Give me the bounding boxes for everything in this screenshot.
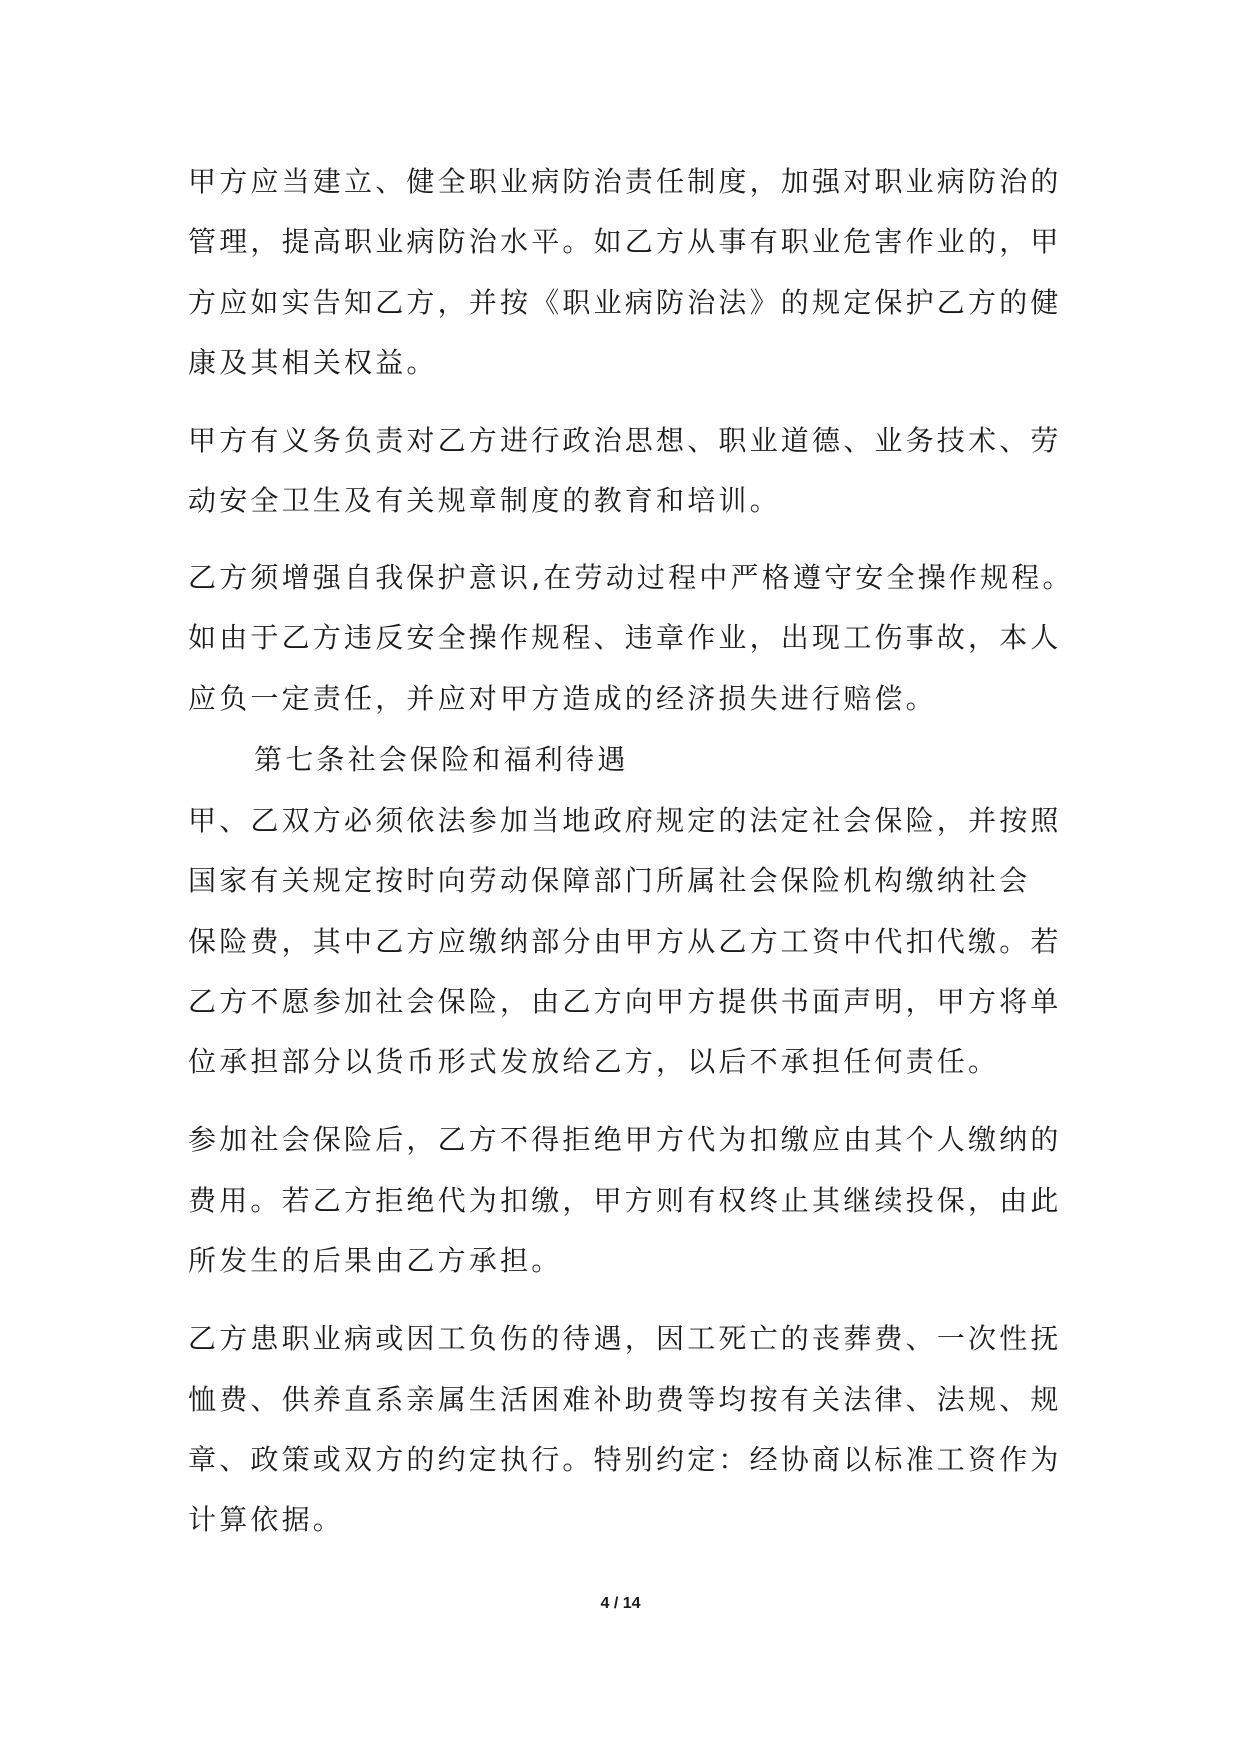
text-line: 如由于乙方违反安全操作规程、违章作业，出现工伤事故，本人: [188, 621, 1062, 654]
text-line: 费用。若乙方拒绝代为扣缴，甲方则有权终止其继续投保，由此: [188, 1184, 1062, 1217]
text-line: 甲、乙双方必须依法参加当地政府规定的法定社会保险，并按照: [188, 804, 1062, 837]
text-line: 国家有关规定按时向劳动保障部门所属社会保险机构缴纳社会: [188, 864, 1031, 897]
text-line: 乙方不愿参加社会保险，由乙方向甲方提供书面声明，甲方将单: [188, 985, 1062, 1018]
text-line: 动安全卫生及有关规章制度的教育和培训。: [188, 484, 781, 517]
text-line: 参加社会保险后，乙方不得拒绝甲方代为扣缴应由其个人缴纳的: [188, 1123, 1062, 1156]
text-line: 康及其相关权益。: [188, 346, 438, 379]
text-line: 乙方须增强自我保护意识,在劳动过程中严格遵守安全操作规程。: [188, 561, 1074, 594]
text-line: 甲方应当建立、健全职业病防治责任制度，加强对职业病防治的: [188, 165, 1062, 198]
text-line: 章、政策或双方的约定执行。特别约定：经协商以标准工资作为: [188, 1443, 1062, 1476]
text-line: 方应如实告知乙方，并按《职业病防治法》的规定保护乙方的健: [188, 286, 1062, 319]
text-line: 乙方患职业病或因工负伤的待遇，因工死亡的丧葬费、一次性抚: [188, 1322, 1062, 1355]
text-line: 管理，提高职业病防治水平。如乙方从事有职业危害作业的，甲: [188, 225, 1062, 258]
page-number: 4 / 14: [600, 1595, 641, 1612]
text-line: 计算依据。: [188, 1503, 345, 1536]
text-line: 保险费，其中乙方应缴纳部分由甲方从乙方工资中代扣代缴。若: [188, 925, 1062, 958]
section-heading: 第七条社会保险和福利待遇: [254, 743, 629, 776]
text-line: 所发生的后果由乙方承担。: [188, 1244, 563, 1277]
text-line: 位承担部分以货币形式发放给乙方，以后不承担任何责任。: [188, 1045, 1000, 1078]
text-line: 甲方有义务负责对乙方进行政治思想、职业道德、业务技术、劳: [188, 424, 1062, 457]
text-line: 应负一定责任，并应对甲方造成的经济损失进行赔偿。: [188, 682, 937, 715]
text-line: 恤费、供养直系亲属生活困难补助费等均按有关法律、法规、规: [188, 1383, 1062, 1416]
